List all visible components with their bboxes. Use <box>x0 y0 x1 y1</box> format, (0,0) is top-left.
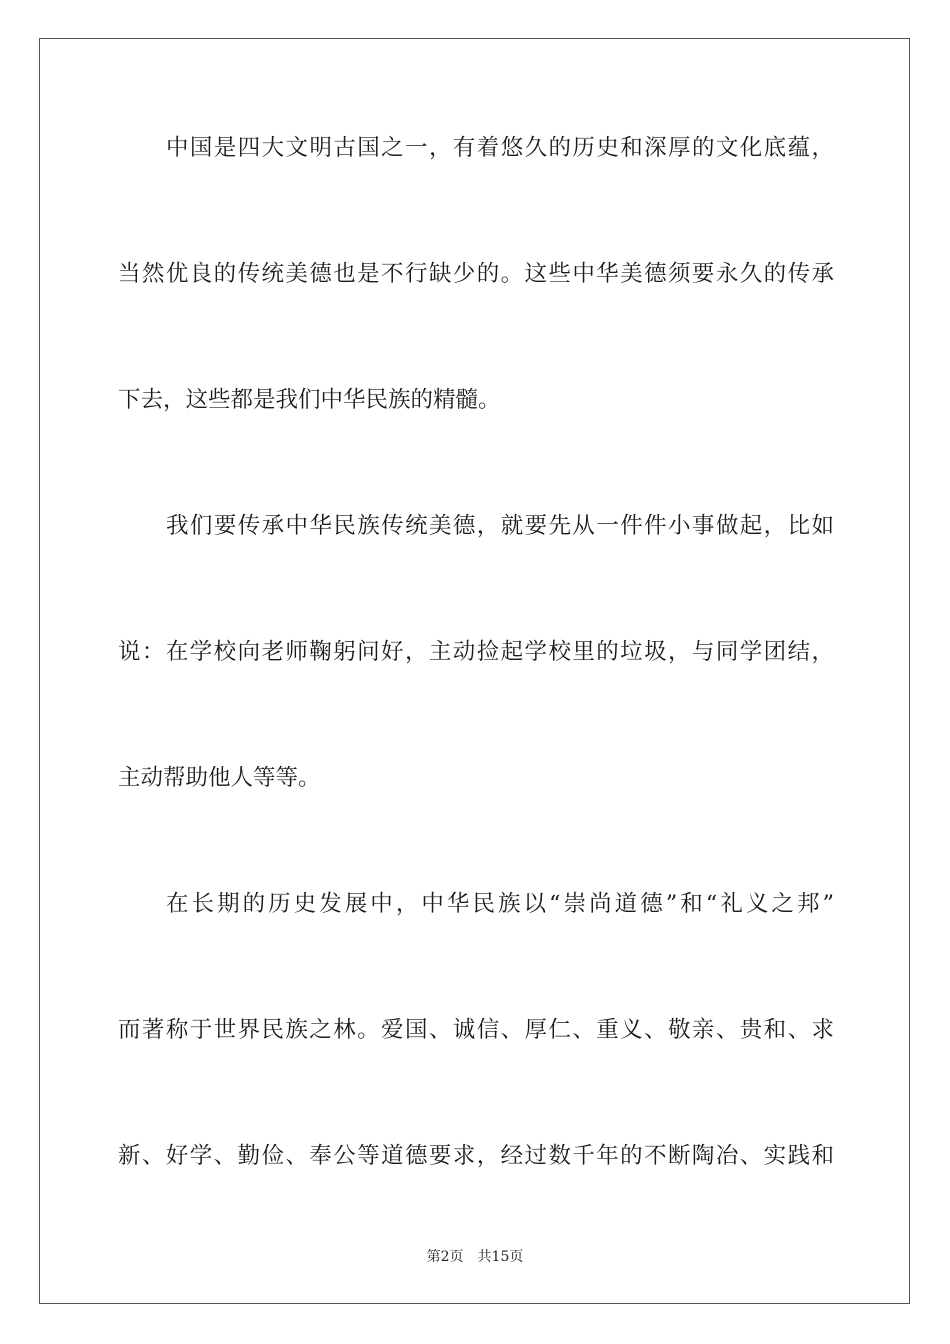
page-footer <box>0 1246 950 1266</box>
page-total: 共15页 <box>477 1249 524 1265</box>
paragraph-3-line-3: 新、好学、勤俭、奉公等道德要求，经过数千年的不断陶冶、实践和 <box>118 1143 834 1169</box>
paragraph-2-line-2: 说：在学校向老师鞠躬问好，主动捡起学校里的垃圾，与同学团结， <box>118 639 834 665</box>
paragraph-2-line-3: 主动帮助他人等等。 <box>118 765 321 791</box>
paragraph-1-line-2: 当然优良的传统美德也是不行缺少的。这些中华美德须要永久的传承 <box>118 261 834 287</box>
paragraph-3-line-2: 而著称于世界民族之林。爱国、诚信、厚仁、重义、敬亲、贵和、求 <box>118 1017 834 1043</box>
paragraph-2-line-1: 我们要传承中华民族传统美德，就要先从一件件小事做起，比如 <box>166 513 834 539</box>
paragraph-1-line-3: 下去，这些都是我们中华民族的精髓。 <box>118 387 501 413</box>
paragraph-1-line-1: 中国是四大文明古国之一，有着悠久的历史和深厚的文化底蕴， <box>166 135 834 161</box>
paragraph-3-line-1: 在长期的历史发展中，中华民族以“崇尚道德”和“礼义之邦” <box>166 891 834 917</box>
page-number: 第2页 <box>426 1249 464 1265</box>
